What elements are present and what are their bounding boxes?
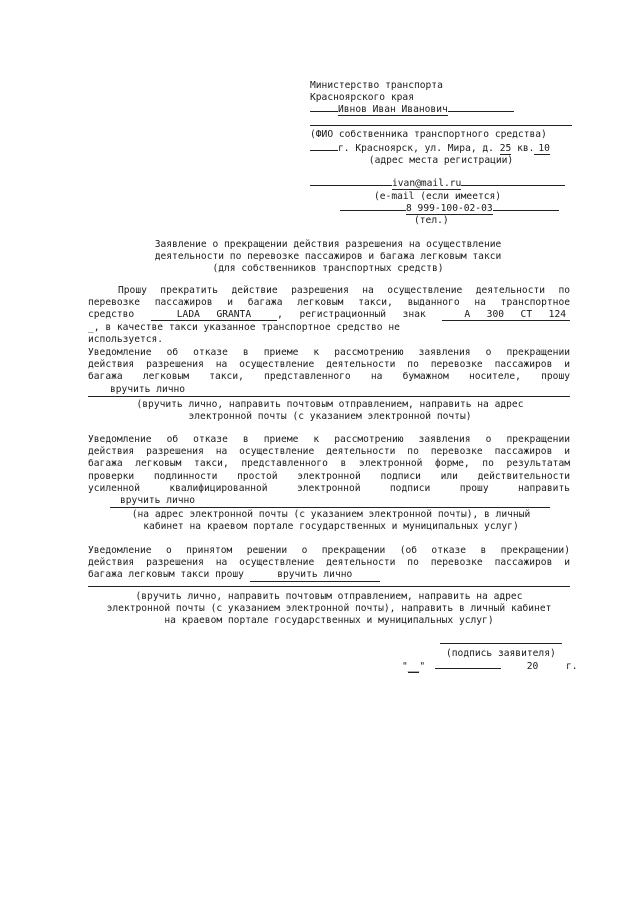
title-line-1: Заявление о прекращении действия разрешения на осуществление	[154, 239, 502, 250]
address-caption: (адрес места регистрации)	[368, 155, 514, 166]
notice3-line-1: Уведомление о принятом решении о прекращении (об отказе в прекращении)	[88, 545, 570, 556]
notice1-underline	[88, 396, 570, 397]
request-paragraph	[88, 285, 570, 346]
notice3-line-3-row	[88, 569, 380, 582]
email-field	[310, 178, 572, 190]
email-value: ivan@mail.ru	[392, 178, 462, 189]
address-text: г. Красноярск, ул. Мира, д.	[338, 143, 494, 154]
request-line-5: используется.	[88, 333, 164, 345]
notice1-choice: вручить лично	[110, 384, 186, 395]
email-caption: (e-mail (если имеется)	[374, 191, 502, 202]
title-line-2: деятельности по перевозке пассажиров и багажа легковым такси	[154, 251, 502, 262]
notice2-line-1: Уведомление об отказе в приеме к рассмотрению заявления о прекращении	[88, 434, 570, 445]
notice2-paragraph	[88, 434, 570, 495]
date-year-prefix: 20	[526, 661, 539, 672]
notice2-caption-1: (на адрес электронной почты (с указанием электронной почты), в личный	[131, 509, 531, 520]
address-apt: 10	[534, 143, 550, 155]
notice3-paragraph	[88, 545, 570, 569]
owner-name: Ивнов Иван Иванович	[338, 104, 448, 115]
address-field	[310, 143, 550, 155]
request-vehicle-label: средство	[88, 309, 135, 321]
notice1-caption-2: электронной почты (с указанием электронной почты)	[188, 411, 472, 422]
notice3-caption-3: на краевом портале государственных и муниципальных услуг)	[164, 615, 494, 626]
notice2-line-3: багажа легковым такси, представленного в электронной форме, по результатам	[88, 458, 570, 470]
notice2-caption-2: кабинет на краевом портале государственных и муниципальных услуг)	[143, 521, 519, 532]
notice2-choice: вручить лично	[120, 495, 196, 506]
vehicle-model: LADA GRANTA	[151, 309, 277, 321]
request-line-4: _, в качестве такси указанное транспортное средство не	[88, 321, 400, 333]
notice3-line-3: багажа легковым такси прошу	[88, 569, 244, 580]
request-plate-label: , регистрационный знак	[277, 309, 426, 321]
notice2-underline	[110, 507, 550, 508]
phone-caption: (тел.)	[414, 215, 449, 226]
notice1-line-1: Уведомление об отказе в приеме к рассмотрению заявления о прекращении	[88, 347, 570, 358]
notice2-line-5: усиленной квалифицированной электронной подписи прошу направить	[88, 482, 570, 494]
signature-caption: (подпись заявителя)	[446, 648, 556, 659]
signature-line	[440, 643, 562, 644]
date-year-suffix: г.	[566, 661, 578, 672]
title-line-3: (для собственников транспортных средств)	[212, 263, 444, 274]
notice1-line-2: действия разрешения на осуществление деятельности по перевозке пассажиров и	[88, 359, 570, 371]
date-month-blank	[435, 668, 501, 669]
date-day: __	[407, 661, 420, 672]
owner-name-field	[310, 104, 570, 116]
notice3-caption-2: электронной почты (с указанием электронной почты), направить в личный кабинет	[106, 603, 552, 614]
notice1-line-3: багажа легковым такси, представленного на бумажном носителе, прошу	[88, 371, 570, 383]
owner-caption: (ФИО собственника транспортного средства)	[310, 129, 547, 140]
notice2-line-2: действия разрешения на осуществление деятельности по перевозке пассажиров и	[88, 446, 570, 458]
notice3-caption-1: (вручить лично, направить почтовым отправлением, направить на адрес	[135, 591, 523, 602]
request-line-2: перевозке пассажиров и багажа легковым такси, выданного на транспортное	[88, 297, 570, 309]
notice3-choice: вручить лично	[250, 569, 380, 582]
recipient-region: Красноярского края	[310, 92, 414, 103]
notice3-line-2: действия разрешения на осуществление деятельности по перевозке пассажиров и	[88, 557, 570, 569]
recipient-ministry: Министерство транспорта	[310, 80, 443, 91]
address-apt-label: кв.	[517, 143, 535, 154]
date-close-quote: "	[419, 661, 426, 672]
owner-underline	[310, 125, 572, 126]
notice3-underline	[88, 586, 570, 587]
notice1-caption-1: (вручить лично, направить почтовым отправлением, направить на адрес	[136, 399, 524, 410]
notice2-line-4: проверки подлинности простой электронной подписи или действительности	[88, 470, 570, 482]
address-house: 25	[499, 143, 512, 154]
phone-value: 8 999-100-02-03	[406, 203, 493, 214]
date-open-quote: "	[402, 661, 408, 672]
request-line-3	[88, 309, 570, 321]
date-field	[402, 661, 578, 673]
vehicle-plate: А 300 СТ 124	[442, 309, 570, 321]
notice1-paragraph	[88, 347, 570, 384]
phone-field	[340, 203, 570, 215]
request-line-1: Прошу прекратить действие разрешения на осуществление деятельности по	[118, 285, 570, 296]
